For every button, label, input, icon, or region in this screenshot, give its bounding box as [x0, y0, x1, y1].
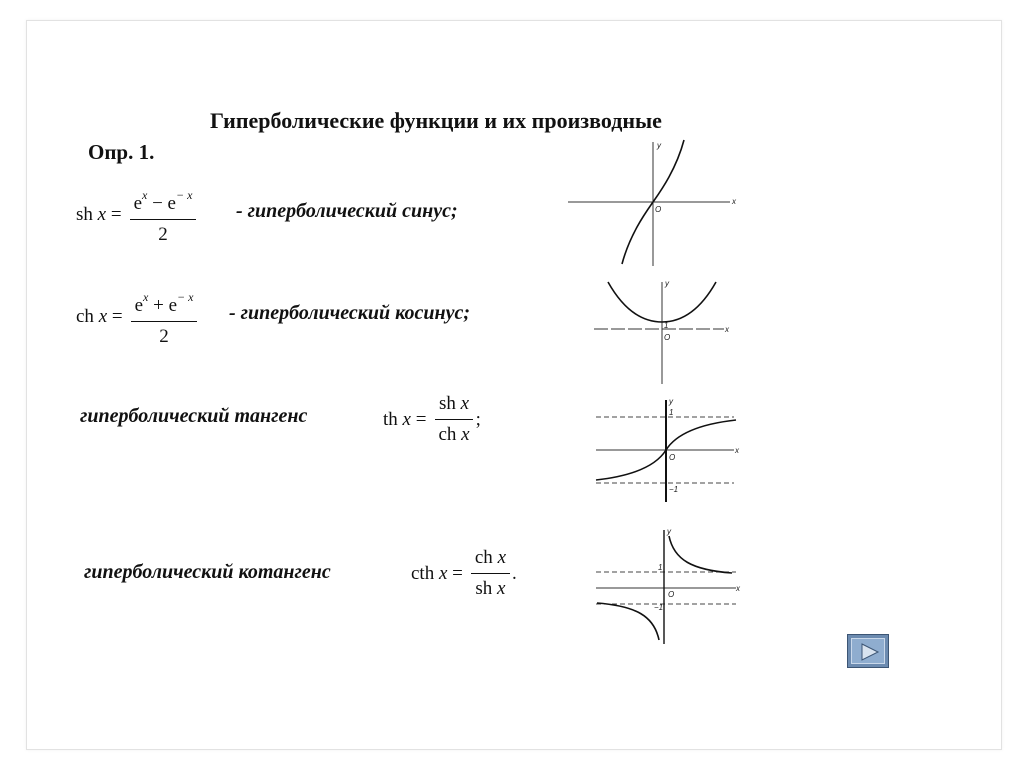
cth-lhs-var: x: [438, 562, 448, 584]
ch-formula: [76, 285, 197, 349]
sh-lhs: [76, 204, 122, 226]
sh-num-b: e: [167, 193, 176, 214]
ch-fraction: [131, 285, 198, 349]
th-den-var: x: [461, 424, 470, 445]
th-lhs-fn: th: [383, 408, 398, 430]
sinh-x-label: x: [732, 197, 736, 206]
th-num-var: x: [460, 393, 470, 414]
sh-formula: [76, 183, 196, 247]
ch-lhs-var: x: [98, 306, 108, 327]
ch-eq: =: [111, 306, 123, 327]
cth-lhs: [411, 563, 463, 585]
play-arrow-icon: [856, 642, 882, 662]
page-title: Гиперболические функции и их производные: [210, 108, 662, 133]
coth-curve-left: [597, 603, 659, 640]
coth-origin-label: O: [668, 590, 675, 599]
th-lhs: [383, 409, 426, 431]
sinh-origin-label: O: [655, 205, 662, 214]
coth-graph: [594, 526, 744, 646]
sh-num-a: e: [133, 193, 142, 214]
sh-num-b-exp: − x: [175, 188, 193, 202]
sh-lhs-var: x: [97, 204, 107, 225]
sh-numerator: [130, 183, 197, 220]
cth-trail: .: [512, 562, 517, 584]
ch-description: - гиперболический косинус;: [229, 302, 471, 324]
cth-lhs-fn: cth: [411, 562, 435, 584]
coth-curve-right: [669, 536, 732, 573]
th-den-fn: ch: [438, 424, 457, 445]
th-description: гиперболический тангенс: [80, 405, 308, 427]
cth-denominator: [471, 574, 509, 601]
cth-eq: =: [452, 562, 463, 584]
sh-lhs-fn: sh: [76, 204, 93, 225]
tanh-y-label: y: [669, 397, 673, 406]
cosh-x-label: x: [725, 325, 729, 334]
cth-numerator: [471, 546, 510, 574]
th-num-fn: sh: [438, 393, 456, 414]
sinh-y-label: y: [657, 141, 661, 150]
cth-formula: [411, 546, 517, 601]
cth-num-var: x: [497, 547, 506, 568]
ch-num-a-exp: x: [143, 290, 149, 304]
sh-num-op: −: [152, 193, 163, 214]
coth-tick-neg1-label: −1: [654, 603, 664, 612]
coth-y-label: y: [667, 527, 671, 536]
ch-numerator: [131, 285, 198, 322]
th-formula: [383, 392, 481, 447]
th-trail: ;: [475, 408, 481, 430]
cosh-origin-label: O: [664, 333, 671, 342]
th-fraction: [434, 392, 473, 447]
ch-num-op: +: [153, 295, 164, 316]
cosh-tick-1-label: 1: [664, 321, 669, 330]
sh-eq: =: [110, 204, 122, 225]
ch-denominator: 2: [159, 326, 169, 347]
sinh-graph: [560, 138, 745, 268]
th-eq: =: [415, 408, 427, 430]
definition-label: Опр. 1.: [88, 140, 155, 164]
ch-num-b: e: [168, 295, 178, 316]
sh-fraction: [130, 183, 197, 247]
cosh-y-label: y: [665, 279, 669, 288]
cosh-graph: [592, 276, 732, 388]
ch-lhs: [76, 306, 123, 328]
th-lhs-var: x: [402, 408, 411, 430]
ch-num-a: e: [134, 295, 144, 316]
next-slide-button[interactable]: [847, 634, 889, 668]
ch-num-b-exp: − x: [177, 290, 194, 304]
cth-den-fn: sh: [475, 578, 493, 599]
tanh-tick-neg1-label: −1: [669, 485, 679, 494]
sh-description: - гиперболический синус;: [236, 200, 458, 222]
sh-denominator: 2: [158, 224, 168, 245]
tanh-tick-1-label: 1: [669, 408, 674, 417]
ch-lhs-fn: ch: [76, 306, 94, 327]
th-denominator: [434, 420, 473, 447]
sh-num-a-exp: x: [142, 188, 148, 202]
cth-description: гиперболический котангенс: [84, 561, 331, 583]
cth-fraction: [471, 546, 510, 601]
tanh-x-label: x: [735, 446, 739, 455]
coth-tick-1-label: 1: [658, 563, 663, 572]
cth-den-var: x: [497, 578, 506, 599]
cth-num-fn: ch: [474, 547, 493, 568]
tanh-origin-label: O: [669, 453, 676, 462]
coth-x-label: x: [736, 584, 740, 593]
tanh-graph: [592, 396, 742, 506]
th-numerator: [435, 392, 473, 420]
